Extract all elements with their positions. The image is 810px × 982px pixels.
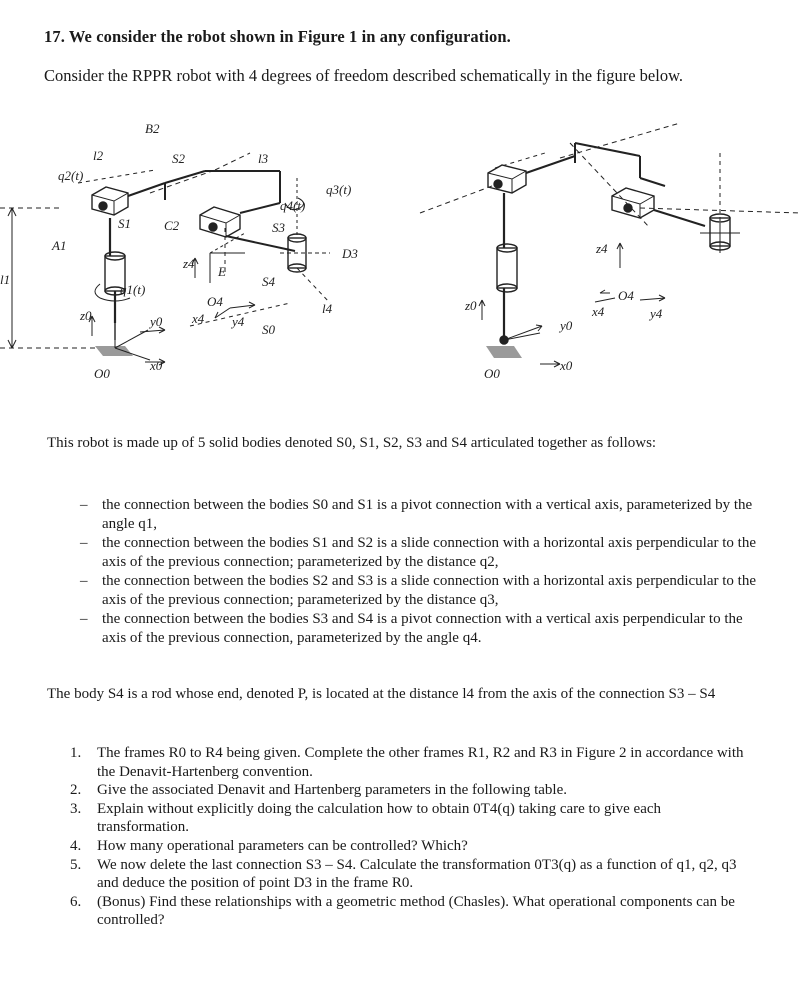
question-number: 5. [70, 856, 82, 873]
label-x4: x4 [192, 311, 205, 326]
label-right-o4: O4 [618, 288, 634, 303]
label-y4: y4 [232, 314, 245, 329]
left-robot-diagram [0, 153, 330, 365]
label-s0: S0 [262, 322, 275, 337]
left-figure-labels [0, 121, 358, 381]
question-text: We now delete the last connection S3 – S4. Calculate the transformation 0T3(q) as a function of q1, q2, q3 and deduce the position of point D3 in the frame R0. [97, 856, 737, 892]
label-right-x0: x0 [560, 358, 573, 373]
label-d3: D3 [342, 246, 358, 261]
question-text: The frames R0 to R4 being given. Complete the other frames R1, R2 and R3 in Figure 2 in accordance with the Denavit-Hartenberg convention. [97, 745, 744, 780]
label-right-z4: z4 [596, 241, 608, 256]
question-number: 2. [70, 782, 82, 799]
label-q4: q4(t) [280, 198, 306, 213]
bullet-marker: – [80, 535, 88, 551]
question-item [70, 837, 750, 856]
label-s4: S4 [262, 274, 275, 289]
label-y0: y0 [150, 314, 163, 329]
question-item [70, 893, 750, 930]
question-text: How many operational parameters can be controlled? Which? [97, 837, 468, 854]
label-z4: z4 [183, 256, 195, 271]
body-description: This robot is made up of 5 solid bodies denoted S0, S1, S2, S3 and S4 articulated together as follows: [47, 435, 657, 451]
question-text: Give the associated Denavit and Hartenberg parameters in the following table. [97, 782, 567, 799]
list-item [80, 610, 770, 648]
label-right-x4: x4 [592, 304, 605, 319]
list-item [80, 496, 770, 534]
label-e: E [218, 264, 226, 279]
label-l1: l1 [0, 272, 11, 287]
label-q1: q1(t) [120, 282, 146, 297]
robot-figure [0, 108, 810, 418]
list-item [80, 534, 770, 572]
label-s3: S3 [272, 220, 285, 235]
list-item-text: the connection between the bodies S2 and S3 is a slide connection with a horizontal axis perpendicular to the axis of the previous connection; parameterized by the distance q3, [102, 573, 756, 608]
right-figure-labels [464, 241, 663, 381]
bullet-marker: – [80, 573, 88, 589]
list-item-text: the connection between the bodies S3 and S4 is a pivot connection with a vertical axis perpendicular to the axis of the previous connection, parameterized by the angle q4. [102, 611, 743, 646]
question-number: 3. [70, 800, 82, 817]
question-item [70, 800, 750, 837]
label-z0: z0 [80, 308, 92, 323]
question-item [70, 781, 750, 800]
label-a1: A1 [52, 238, 67, 253]
label-l2: l2 [93, 148, 104, 163]
intro-text: Consider the RPPR robot with 4 degrees of freedom described schematically in the figure below. [44, 66, 684, 85]
bullet-marker: – [80, 497, 88, 513]
right-robot-diagram [420, 123, 800, 367]
label-q3: q3(t) [326, 182, 352, 197]
question-text: (Bonus) Find these relationships with a geometric method (Chasles). What operational components can be controlled? [97, 893, 735, 929]
label-s2: S2 [172, 151, 185, 166]
label-l4: l4 [322, 301, 333, 316]
robot-schematic [0, 108, 810, 418]
rod-description: The body S4 is a rod whose end, denoted P, is located at the distance l4 from the axis of the connection S3 – S4 [47, 686, 716, 702]
bullet-marker: – [80, 611, 88, 627]
label-right-o0: O0 [484, 366, 500, 381]
label-right-y0: y0 [560, 318, 573, 333]
label-l3: l3 [258, 151, 269, 166]
label-o4: O4 [207, 294, 223, 309]
question-item [70, 744, 750, 781]
list-item-text: the connection between the bodies S1 and S2 is a slide connection with a horizontal axis perpendicular to the axis of the previous connection; parameterized by the distance q2, [102, 535, 756, 570]
label-right-z0: z0 [465, 298, 477, 313]
question-text: Explain without explicitly doing the calculation how to obtain 0T4(q) taking care to give each transformation. [97, 800, 662, 836]
label-q2: q2(t) [58, 168, 84, 183]
question-number: 1. [70, 745, 82, 761]
connection-list [80, 496, 770, 648]
label-c2: C2 [164, 218, 180, 233]
label-s1: S1 [118, 216, 131, 231]
label-b2: B2 [145, 121, 160, 136]
label-right-y4: y4 [650, 306, 663, 321]
list-item [80, 572, 770, 610]
question-number: 6. [70, 893, 82, 910]
question-list [70, 744, 750, 930]
label-o0: O0 [94, 366, 110, 381]
list-item-text: the connection between the bodies S0 and S1 is a pivot connection with a vertical axis, parameterized by the angle q1, [102, 497, 753, 532]
exercise-title: 17. We consider the robot shown in Figure 1 in any configuration. [44, 27, 511, 46]
question-item [70, 856, 750, 893]
label-x0: x0 [150, 358, 163, 373]
question-number: 4. [70, 837, 82, 854]
